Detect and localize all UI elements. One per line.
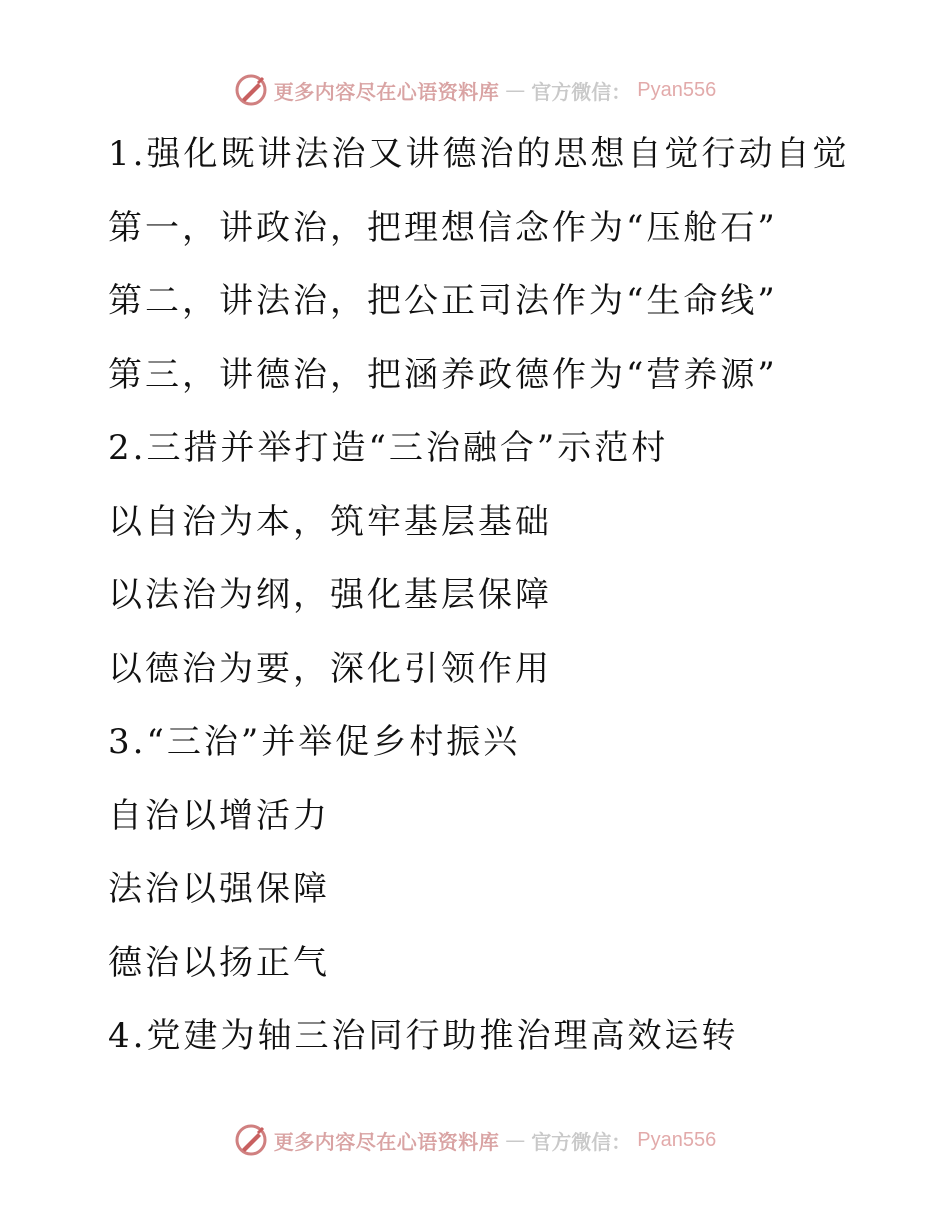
text-line: 以自治为本，筑牢基层基础 [108,501,552,542]
heading-1: 1.强化既讲法治又讲德治的思想自觉行动自觉 [108,134,850,174]
text-line: 法治以强保障 [108,869,330,909]
watermark-separator: — [505,1128,526,1152]
text-line: 以德治为要，深化引领作用 [108,648,552,689]
text-line: 第二，讲法治，把公正司法作为“生命线” [108,281,778,321]
text-line: 德治以扬正气 [108,942,330,983]
text-line: 自治以增活力 [108,795,330,836]
watermark-wechat-id: Pyan556 [637,1128,717,1151]
watermark-wechat-id: Pyan556 [637,78,717,101]
watermark-wechat-label: 官方微信： [531,79,632,104]
document-body [108,118,928,1074]
text-line: 第三，讲德治，把涵养政德作为“营养源” [108,354,778,395]
pen-logo-icon [234,1123,268,1157]
text-line: 第一，讲政治，把理想信念作为“压舱石” [108,207,778,248]
heading-3: 3.“三治”并举促乡村振兴 [108,722,521,762]
heading-2: 2.三措并举打造“三治融合”示范村 [108,428,669,468]
watermark-wechat-label: 官方微信： [531,1129,632,1154]
watermark-separator: — [505,78,526,102]
heading-4: 4.党建为轴三治同行助推治理高效运转 [108,1016,739,1056]
pen-logo-icon [234,73,268,107]
watermark-text: 更多内容尽在心语资料库 [273,79,500,104]
watermark-header [0,70,950,110]
watermark-text: 更多内容尽在心语资料库 [273,1129,500,1154]
text-line: 以法治为纲，强化基层保障 [108,575,552,615]
watermark-footer [0,1120,950,1160]
